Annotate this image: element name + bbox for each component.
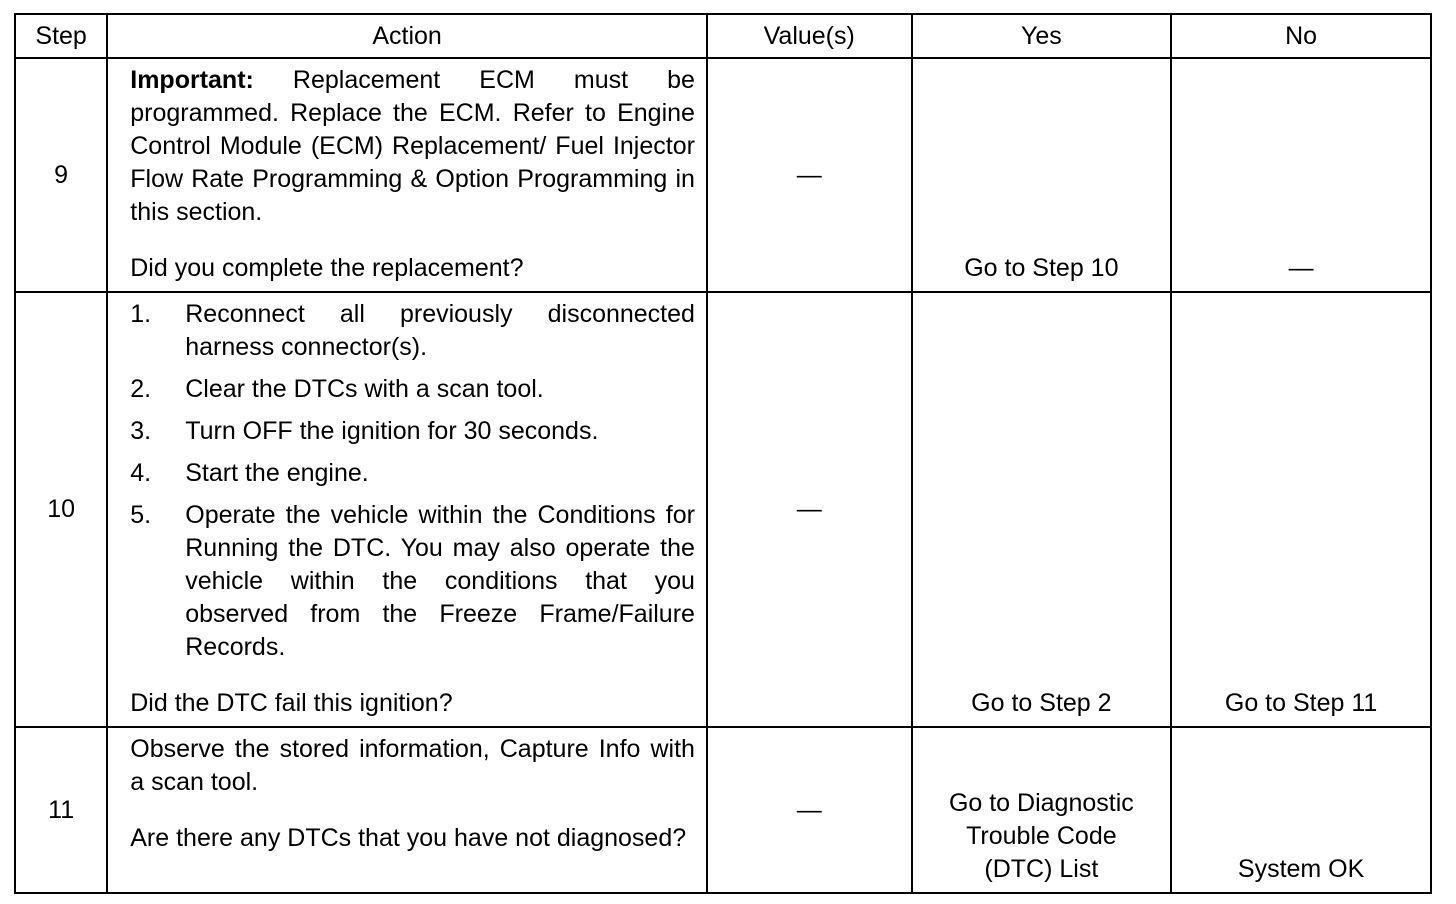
- table-row-step-10: [15, 292, 1431, 727]
- yes-cell: Go to Step 2: [912, 292, 1172, 727]
- table-row-step-11: [15, 727, 1431, 893]
- no-cell: Go to Step 11: [1171, 292, 1431, 727]
- important-note: [130, 64, 695, 229]
- diagnostic-table: [14, 13, 1432, 894]
- yes-line: Go to Diagnostic: [948, 789, 1134, 817]
- list-item: 1. Reconnect all previously disconnected harness connector(s).: [130, 300, 695, 361]
- header-yes: Yes: [912, 14, 1172, 58]
- yes-line: Trouble Code: [966, 822, 1117, 850]
- important-label: Important:: [130, 66, 254, 94]
- value-cell: —: [707, 58, 912, 292]
- header-action: Action: [107, 14, 707, 58]
- header-values: Value(s): [707, 14, 912, 58]
- list-item: 4. Start the engine.: [130, 459, 369, 487]
- action-cell: [107, 727, 707, 893]
- yes-cell: Go to Step 10: [912, 58, 1172, 292]
- list-item: 5. Operate the vehicle within the Conditions for Running the DTC. You may also operate the vehicle within the conditions that you observed from the Freeze Frame/Failure Records.: [130, 501, 695, 661]
- no-cell: —: [1171, 58, 1431, 292]
- yes-line: (DTC) List: [984, 855, 1099, 883]
- action-question: Did you complete the replacement?: [130, 254, 524, 282]
- yes-cell: [912, 727, 1172, 893]
- action-cell: [107, 58, 707, 292]
- action-question: Did the DTC fail this ignition?: [130, 689, 453, 717]
- action-question: Are there any DTCs that you have not diagnosed?: [130, 824, 687, 852]
- header-step: Step: [15, 14, 107, 58]
- no-cell: System OK: [1171, 727, 1431, 893]
- header-row: [15, 14, 1431, 58]
- action-instruction: Observe the stored information, Capture Info with a scan tool.: [130, 735, 695, 796]
- step-number: 11: [15, 727, 107, 893]
- table-row-step-9: [15, 58, 1431, 292]
- important-text: Replacement ECM must be programmed. Replace the ECM. Refer to Engine Control Module (ECM) Replacement/ Fuel Injector Flow Rate Programming & Option Programming in this section.: [130, 66, 695, 226]
- header-no: No: [1171, 14, 1431, 58]
- step-number: 9: [15, 58, 107, 292]
- action-steps-list: [130, 298, 695, 664]
- list-item: 3. Turn OFF the ignition for 30 seconds.: [130, 417, 599, 445]
- value-cell: —: [707, 292, 912, 727]
- list-item: 2. Clear the DTCs with a scan tool.: [130, 375, 544, 403]
- value-cell: —: [707, 727, 912, 893]
- step-number: 10: [15, 292, 107, 727]
- action-cell: [107, 292, 707, 727]
